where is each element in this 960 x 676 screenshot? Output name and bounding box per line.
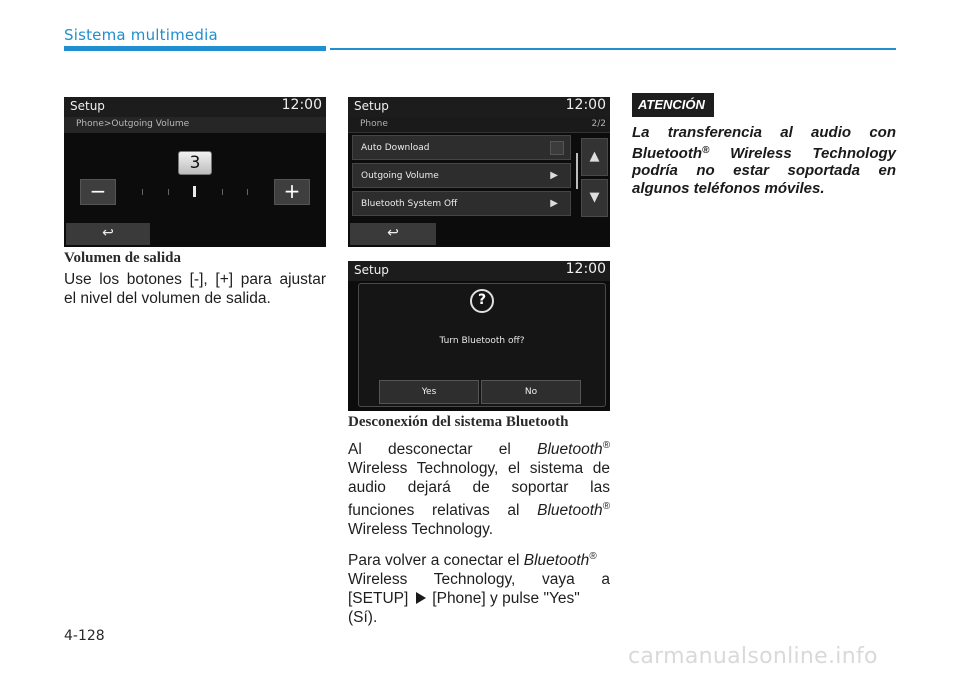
- text-line: (Sí).: [348, 609, 378, 626]
- bluetooth-heading: Desconexión del sistema Bluetooth: [348, 414, 569, 430]
- header-rule-thin: [330, 48, 896, 50]
- volume-heading: Volumen de salida: [64, 250, 181, 266]
- text-fragment: Bluetooth: [537, 441, 603, 458]
- text-fragment: Bluetooth: [523, 552, 590, 569]
- back-arrow-icon: ↩: [387, 225, 399, 241]
- page-number: 4-128: [64, 628, 105, 644]
- screen-clock: 12:00: [565, 261, 606, 277]
- arrow-up-icon: ▲: [589, 149, 600, 164]
- text-line: Wireless Technology, el sistema de: [348, 460, 610, 477]
- header-rule-thick: [64, 46, 326, 51]
- text-line: Wireless Technology.: [348, 521, 494, 538]
- paragraph: [348, 436, 610, 539]
- registered-mark: ®: [589, 551, 597, 562]
- menu-item-label: Auto Download: [361, 143, 430, 153]
- text-fragment: Wireless Technology: [709, 144, 896, 162]
- bluetooth-term: [537, 502, 610, 519]
- text-line: [348, 589, 610, 608]
- text-line: La transferencia al audio con: [632, 124, 896, 141]
- outgoing-volume-screen: [64, 97, 326, 247]
- volume-up-button[interactable]: +: [274, 179, 310, 205]
- text-line: podría no estar soportada en: [632, 162, 896, 179]
- scrollbar[interactable]: [576, 153, 578, 189]
- volume-tick: [222, 189, 223, 195]
- attention-text: [632, 124, 896, 197]
- volume-tick: [247, 189, 248, 195]
- watermark: carmanualsonline.info: [628, 644, 878, 669]
- question-icon: ?: [470, 289, 494, 313]
- paragraph: [348, 547, 610, 627]
- screen-subheader: [348, 117, 610, 133]
- screen-title: Setup: [354, 263, 389, 277]
- text-line: [348, 547, 610, 570]
- screen-title: Setup: [70, 99, 105, 113]
- breadcrumb-text: Phone>Outgoing Volume: [76, 119, 190, 129]
- phone-settings-screen: [348, 97, 610, 247]
- registered-mark: ®: [602, 440, 610, 451]
- auto-download-checkbox[interactable]: [550, 141, 564, 155]
- volume-text-line: Use los botones [-], [+] para ajustar: [64, 271, 326, 288]
- chevron-right-icon: ▶: [550, 170, 558, 181]
- back-button[interactable]: [66, 223, 150, 245]
- volume-tick: [168, 189, 169, 195]
- page-indicator: 2/2: [591, 119, 606, 129]
- section-title: Sistema multimedia: [64, 26, 218, 44]
- text-fragment: Al desconectar el: [348, 441, 538, 458]
- chevron-right-icon: ▶: [550, 198, 558, 209]
- text-line: audio dejará de soportar las: [348, 479, 610, 496]
- screen-title-bar: [348, 261, 610, 281]
- screen-title-bar: [64, 97, 326, 117]
- volume-paragraph: [64, 270, 326, 308]
- volume-down-button[interactable]: −: [80, 179, 116, 205]
- bluetooth-off-dialog-screen: [348, 261, 610, 411]
- scroll-up-button[interactable]: [581, 138, 608, 176]
- text-fragment: [SETUP]: [348, 590, 409, 607]
- text-line: [348, 436, 610, 459]
- text-fragment: Bluetooth: [537, 502, 603, 519]
- text-line: Wireless Technology, vaya a: [348, 571, 610, 588]
- bluetooth-term: [524, 552, 597, 569]
- text-line: [632, 142, 896, 163]
- breadcrumb: [64, 117, 326, 133]
- back-button[interactable]: [350, 223, 436, 245]
- menu-item-auto-download[interactable]: [352, 135, 571, 160]
- screen-title-bar: [348, 97, 610, 117]
- volume-text-line: el nivel del volumen de salida.: [64, 290, 271, 307]
- menu-item-label: Outgoing Volume: [361, 171, 439, 181]
- arrow-down-icon: ▼: [589, 190, 600, 205]
- menu-item-bluetooth-system-off[interactable]: [352, 191, 571, 216]
- text-fragment: Para volver a conectar el: [348, 552, 524, 569]
- text-fragment: funciones relativas al: [348, 502, 538, 519]
- text-fragment: [Phone] y pulse "Yes": [432, 590, 580, 607]
- yes-button[interactable]: Yes: [379, 380, 479, 404]
- no-button[interactable]: No: [481, 380, 581, 404]
- attention-badge: ATENCIÓN: [632, 93, 714, 117]
- registered-mark: ®: [602, 501, 610, 512]
- text-line: algunos teléfonos móviles.: [632, 179, 825, 197]
- screen-clock: 12:00: [565, 97, 606, 113]
- menu-item-outgoing-volume[interactable]: [352, 163, 571, 188]
- text-line: [348, 497, 610, 520]
- volume-level-display: 3: [178, 151, 212, 175]
- screen-clock: 12:00: [281, 97, 322, 113]
- text-fragment: Bluetooth: [632, 144, 702, 162]
- menu-item-label: Bluetooth System Off: [361, 199, 458, 209]
- bluetooth-term: [537, 441, 610, 458]
- registered-mark: ®: [701, 144, 710, 156]
- volume-tick: [142, 189, 143, 195]
- screen-title: Setup: [354, 99, 389, 113]
- triangle-right-icon: [416, 592, 426, 604]
- scroll-down-button[interactable]: [581, 179, 608, 217]
- dialog-message: Turn Bluetooth off?: [439, 336, 525, 346]
- bluetooth-paragraphs: [348, 436, 610, 635]
- screen-subtitle: Phone: [360, 119, 388, 129]
- volume-current-tick: [193, 186, 196, 197]
- back-arrow-icon: ↩: [102, 225, 114, 241]
- confirm-dialog: [358, 283, 606, 407]
